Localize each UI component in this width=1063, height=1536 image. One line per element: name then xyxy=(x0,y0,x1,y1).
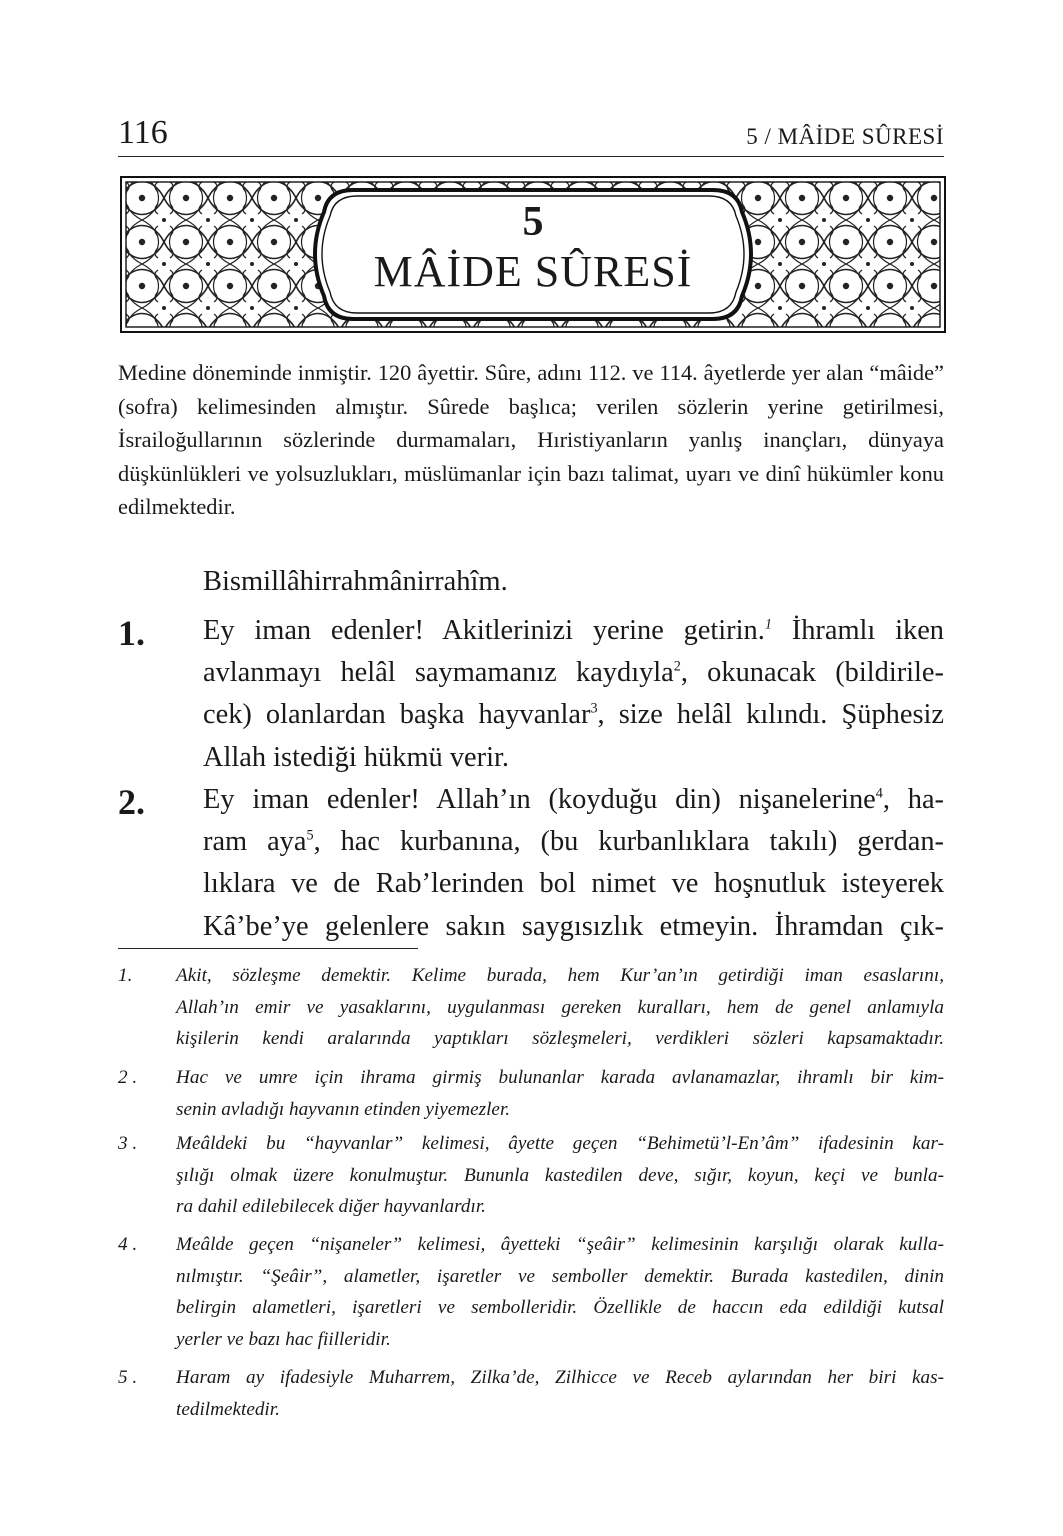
verse-line xyxy=(203,737,944,779)
text-segment: , okunacak (bildirile- xyxy=(680,657,944,689)
footnote-line: Akit, sözleşme demektir. Kelime burada, hem Kur’an’ın getirdiği iman esaslarını, xyxy=(176,965,944,986)
footnote-line: Hac ve umre için ihrama girmiş bulunanlar karada avlanamazlar, ihramlı bir kim- xyxy=(176,1067,944,1088)
footnote-text xyxy=(176,960,944,1055)
footnote-number: 3 . xyxy=(118,1133,138,1154)
footnote-line: kişilerin kendi aralarında yaptıkları sözleşmeleri, verdikleri sözleri kapsamaktadır. xyxy=(176,1028,944,1049)
text-segment: Ey iman edenler! Akitlerinizi yerine getirin. xyxy=(203,615,765,646)
verse-number: 2. xyxy=(118,782,145,822)
footnote-line: senin avladığı hayvanın etinden yiyemezler. xyxy=(176,1098,511,1120)
verse-line xyxy=(203,652,944,694)
text-segment: ram aya xyxy=(203,826,307,858)
footnote-line: Meâlde geçen “nişaneler” kelimesi, âyetteki “şeâir” kelimesinin karşılığı olarak kulla- xyxy=(176,1234,944,1255)
text-segment: lıklara ve de Rab’lerinden bol nimet ve hoşnutluk isteyerek xyxy=(203,868,944,900)
sura-title-banner xyxy=(120,176,946,333)
verse-text xyxy=(203,779,944,948)
footnote-text xyxy=(176,1362,944,1425)
running-title: 5 / MÂİDE SÛRESİ xyxy=(746,124,944,149)
text-segment: Allah istediği hükmü verir. xyxy=(203,741,509,773)
verse-line xyxy=(203,863,944,905)
footnote-text xyxy=(176,1062,944,1125)
verse-text xyxy=(203,610,944,779)
footnote-line: Meâldeki bu “hayvanlar” kelimesi, âyette geçen “Behimetü’l-En’âm” ifadesinin kar- xyxy=(176,1133,944,1154)
header-rule xyxy=(118,156,944,157)
verse-line xyxy=(203,779,944,821)
footnote-marker: 5 xyxy=(306,827,314,844)
text-segment: , ha- xyxy=(882,784,944,815)
text-segment: avlanmayı helâl saymamanız kaydıyla xyxy=(203,657,674,689)
verse-line xyxy=(203,694,944,736)
footnote-marker: 4 xyxy=(875,785,883,802)
footnote-number: 5 . xyxy=(118,1367,138,1388)
text-segment: , hac kurbanına, (bu kurbanlıklara takılı) gerdan- xyxy=(313,826,944,858)
sura-number: 5 xyxy=(522,199,544,245)
footnote-number: 4 . xyxy=(118,1234,138,1255)
footnote-line: belirgin alametleri, işaretleri ve sembolleridir. Özellikle de haccın eda edildiği kutsal xyxy=(176,1297,944,1318)
text-segment: İhramlı iken xyxy=(771,615,944,646)
footnote-line: tedilmektedir. xyxy=(176,1398,280,1420)
page-header xyxy=(118,112,944,158)
verse-number: 1. xyxy=(118,613,145,653)
verse-line xyxy=(203,906,944,948)
verse-line xyxy=(203,610,944,652)
footnote-line: yerler ve bazı hac fiilleridir. xyxy=(176,1328,391,1350)
basmala: Bismillâhirrahmânirrahîm. xyxy=(203,566,508,597)
footnote-marker: 1 xyxy=(764,616,772,633)
footnote-line: Allah’ın emir ve yasaklarını, uygulanması gereken kuralları, hem de genel anlamıyla xyxy=(176,996,944,1018)
footnote-line: Haram ay ifadesiyle Muharrem, Zilka’de, Zilhicce ve Receb aylarından her biri kas- xyxy=(176,1367,944,1388)
footnote-number: 2 . xyxy=(118,1067,138,1088)
footnote-line: ra dahil edilebilecek diğer hayvanlardır. xyxy=(176,1196,486,1217)
footnote-line: şılığı olmak üzere konulmuştur. Bununla kastedilen deve, sığır, koyun, keçi ve bunla- xyxy=(176,1164,944,1186)
text-segment: Kâ’be’ye gelenlere sakın saygısızlık etmeyin. İhramdan çık- xyxy=(203,910,944,942)
sura-name: MÂİDE SÛRESİ xyxy=(373,247,693,296)
footnote-text xyxy=(176,1229,944,1355)
footnote-number: 1. xyxy=(118,965,133,986)
footnote-marker: 2 xyxy=(673,658,681,675)
footnote-line: nılmıştır. “Şeâir”, alametler, işaretler ve semboller demektir. Burada kastedilen, dinin xyxy=(176,1265,944,1287)
text-segment: , size helâl kılındı. Şüphesiz xyxy=(597,699,944,731)
text-segment: cek) olanlardan başka hayvanlar xyxy=(203,699,591,731)
verse-line xyxy=(203,821,944,863)
text-segment: Ey iman edenler! Allah’ın (koyduğu din) nişanelerine xyxy=(203,784,876,815)
sura-introduction: Medine döneminde inmiştir. 120 âyettir. Sûre, adını 112. ve 114. âyetlerde yer alan “mâide” (sofra) kelimesinden almıştır. Sûrede başlıca; verilen sözlerin yerine getirilmesi, İsrailoğullarının sözlerinde durmamaları, Hıristiyanların yanlış inançları, dünyaya düşkünlükleri ve yolsuzlukları, müslümanlar için bazı talimat, uyarı ve dinî hükümler konu edilmektedir. xyxy=(118,360,944,519)
page-number: 116 xyxy=(118,114,168,151)
footnote-separator xyxy=(118,948,418,949)
footnote-text xyxy=(176,1128,944,1223)
footnote-marker: 3 xyxy=(590,700,598,717)
